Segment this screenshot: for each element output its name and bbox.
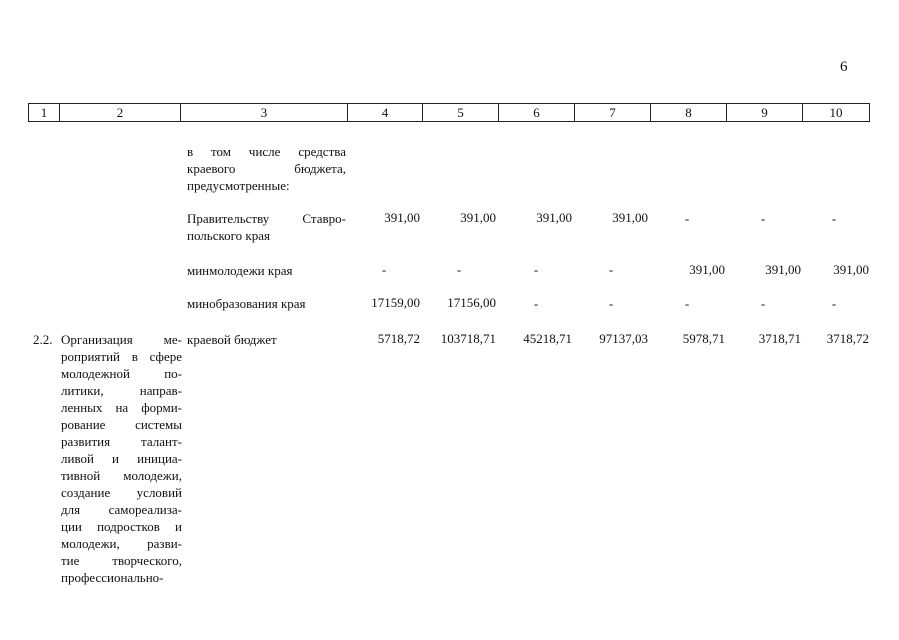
text-line: предусмотренные: [187,178,290,193]
col-2-header: 2 [59,103,180,122]
text-line: профессионально- [61,570,164,585]
text-line: Правительству Ставро- [187,211,346,226]
text-line: тие творческого, [61,553,182,568]
cell-value: 391,00 [765,262,801,277]
col-9-header: 9 [726,103,802,122]
text-line: рование системы [61,417,182,432]
cell-value: 391,00 [689,262,725,277]
text-line: краевого бюджета, [187,161,346,176]
cell-value: - [760,296,766,311]
cell-value: - [608,262,614,277]
col-4-header: 4 [347,103,422,122]
col-6-header: 6 [498,103,574,122]
intro-description [187,143,346,194]
row-pravitelstvo-label [187,210,346,244]
text-line: для самореализа- [61,502,182,517]
text-line: молодежи, разви- [61,536,182,551]
col-1-header: 1 [28,103,59,122]
row-minobrazovaniya-label: минобразования края [187,296,306,311]
column-number-header [28,103,870,121]
cell-value: 391,00 [612,210,648,225]
cell-value: - [533,262,539,277]
cell-value: - [684,211,690,226]
cell-value: - [456,262,462,277]
text-line: польского края [187,228,270,243]
text-line: ливой и инициа- [61,451,182,466]
row-minmolodezhi-label: минмолодежи края [187,263,293,278]
cell-value: 3718,71 [758,331,801,346]
cell-value: - [831,211,837,226]
text-line: Организация ме- [61,332,182,347]
text-line: ции подростков и [61,519,182,534]
cell-value: 5718,72 [377,331,420,346]
cell-value: 391,00 [536,210,572,225]
text-line: литики, направ- [61,383,182,398]
col-10-header: 10 [802,103,870,122]
text-line: развития талант- [61,434,182,449]
text-line: молодежной по- [61,366,182,381]
cell-value: - [760,211,766,226]
col-5-header: 5 [422,103,498,122]
cell-value: 391,00 [384,210,420,225]
row-item-2-2-source: краевой бюджет [187,332,277,347]
text-line: роприятий в сфере [61,349,182,364]
text-line: создание условий [61,485,182,500]
cell-value: 103718,71 [440,331,496,346]
cell-value: 391,00 [833,262,869,277]
cell-value: 5978,71 [682,331,725,346]
cell-value: - [608,296,614,311]
cell-value: 97137,03 [599,331,648,346]
col-8-header: 8 [650,103,726,122]
col-7-header: 7 [574,103,650,122]
text-line: ленных на форми- [61,400,182,415]
cell-value: 45218,71 [523,331,572,346]
cell-value: 17159,00 [371,295,420,310]
cell-value: 3718,72 [826,331,869,346]
item-number: 2.2. [33,332,53,347]
item-2-2-description [61,331,182,586]
cell-value: - [684,296,690,311]
cell-value: - [533,296,539,311]
cell-value: - [831,296,837,311]
page-number: 6 [840,59,848,75]
cell-value: 391,00 [460,210,496,225]
col-3-header: 3 [180,103,347,122]
cell-value: 17156,00 [447,295,496,310]
text-line: в том числе средства [187,144,346,159]
cell-value: - [381,262,387,277]
text-line: тивной молодежи, [61,468,182,483]
